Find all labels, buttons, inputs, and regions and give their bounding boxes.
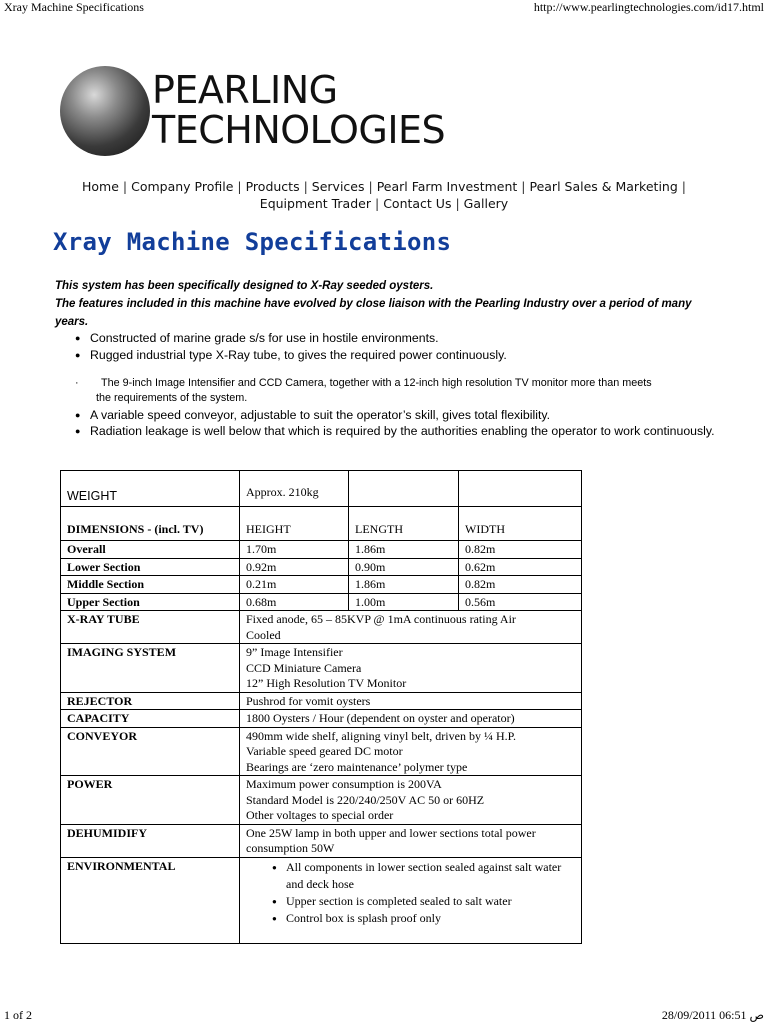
page-title: Xray Machine Specifications	[53, 228, 452, 256]
conveyor-label: CONVEYOR	[61, 727, 240, 776]
table-row-rejector	[61, 692, 582, 710]
feature-item-imaging	[75, 376, 715, 406]
table-row	[61, 541, 582, 559]
imaging-label: IMAGING SYSTEM	[61, 644, 240, 693]
table-row-xray-tube	[61, 611, 582, 644]
imaging-line: 9” Image Intensifier	[246, 645, 343, 659]
table-row	[61, 576, 582, 594]
conveyor-line: Bearings are ‘zero maintenance’ polymer type	[246, 759, 468, 774]
dim-row-label: Overall	[61, 541, 240, 559]
table-row	[61, 593, 582, 611]
weight-label: WEIGHT	[61, 471, 240, 507]
feature-list	[75, 330, 715, 364]
nav-link-company-profile[interactable]: Company Profile	[131, 179, 234, 194]
dim-cell: 1.00m	[349, 593, 459, 611]
company-logo-text	[152, 70, 445, 150]
nav-link-products[interactable]: Products	[245, 179, 300, 194]
dim-row-label: Upper Section	[61, 593, 240, 611]
table-row-imaging	[61, 644, 582, 693]
feature-item: ● Constructed of marine grade s/s for use in hostile environments.	[75, 330, 715, 347]
table-row	[61, 558, 582, 576]
dim-header-width: WIDTH	[459, 507, 582, 541]
dim-header-height: HEIGHT	[240, 507, 349, 541]
capacity-label: CAPACITY	[61, 710, 240, 728]
table-row-dimensions	[61, 507, 582, 541]
table-row-power	[61, 776, 582, 825]
spec-table	[60, 470, 582, 944]
nav-link-home[interactable]: Home	[82, 179, 119, 194]
xray-tube-line: Fixed anode, 65 – 85KVP @ 1mA continuous rating Air	[246, 612, 516, 626]
conveyor-line: 490mm wide shelf, aligning vinyl belt, driven by ¼ H.P.	[246, 728, 516, 743]
environmental-list	[246, 859, 575, 927]
table-row-weight	[61, 471, 582, 507]
bullet-dot: ·	[75, 377, 79, 389]
power-line: Standard Model is 220/240/250V AC 50 or 60HZ	[246, 792, 485, 807]
logo-line-2: TECHNOLOGIES	[152, 108, 446, 152]
dehumidify-line: consumption 50W	[246, 841, 335, 855]
xray-tube-value	[240, 611, 582, 644]
dim-cell: 1.86m	[349, 576, 459, 594]
dim-cell: 0.82m	[459, 541, 582, 559]
feature-item: ● Rugged industrial type X-Ray tube, to gives the required power continuously.	[75, 347, 715, 364]
environmental-item: ● All components in lower section sealed against salt water and deck hose	[246, 859, 575, 893]
nav-link-services[interactable]: Services	[311, 179, 365, 194]
weight-value: Approx. 210kg	[240, 471, 349, 507]
empty-cell	[459, 471, 582, 507]
dim-cell: 0.62m	[459, 558, 582, 576]
dim-cell: 0.90m	[349, 558, 459, 576]
print-footer-page: 1 of 2	[4, 1008, 32, 1022]
nav-link-equipment-trader[interactable]: Equipment Trader	[259, 196, 371, 211]
dim-cell: 1.86m	[349, 541, 459, 559]
power-value	[240, 776, 582, 825]
imaging-line: 12” High Resolution TV Monitor	[246, 676, 407, 690]
conveyor-value	[240, 727, 582, 776]
feature-line-2: the requirements of the system.	[96, 392, 248, 404]
table-row-conveyor	[61, 727, 582, 776]
intro-text	[55, 277, 715, 331]
power-label: POWER	[61, 776, 240, 825]
table-row-environmental	[61, 857, 582, 943]
dehumidify-line: One 25W lamp in both upper and lower sections total power	[246, 825, 536, 840]
imaging-value	[240, 644, 582, 693]
print-header-url: http://www.pearlingtechnologies.com/id17.html	[533, 0, 764, 14]
power-line: Maximum power consumption is 200VA	[246, 777, 442, 791]
power-line: Other voltages to special order	[246, 808, 394, 822]
dim-cell: 0.82m	[459, 576, 582, 594]
feature-line-1: The 9-inch Image Intensifier and CCD Camera, together with a 12-inch high resolution TV monitor more than meets	[101, 377, 652, 389]
environmental-item: ● Upper section is completed sealed to salt water	[246, 893, 575, 910]
imaging-line: CCD Miniature Camera	[246, 660, 362, 675]
logo-line-1: PEARLING	[152, 68, 338, 112]
dimensions-label: DIMENSIONS - (incl. TV)	[61, 507, 240, 541]
dehumidify-value	[240, 824, 582, 857]
main-navigation: Home | Company Profile | Products | Services | Pearl Farm Investment | Pearl Sales & Marketing | Equipment Trader | Contact Us | Gallery	[82, 179, 686, 211]
dim-cell: 0.21m	[240, 576, 349, 594]
print-footer-datetime: 28/09/2011 06:51 ص	[661, 1008, 764, 1022]
feature-item: ● A variable speed conveyor, adjustable to suit the operator’s skill, gives total flexibility.	[75, 407, 715, 423]
intro-line-1: This system has been specifically designed to X-Ray seeded oysters.	[55, 280, 434, 292]
xray-tube-line: Cooled	[246, 627, 281, 642]
dim-cell: 0.92m	[240, 558, 349, 576]
nav-link-contact-us[interactable]: Contact Us	[383, 196, 452, 211]
conveyor-line: Variable speed geared DC motor	[246, 744, 403, 758]
xray-tube-label: X-RAY TUBE	[61, 611, 240, 644]
environmental-item: ● Control box is splash proof only	[246, 910, 575, 927]
print-header-title: Xray Machine Specifications	[4, 0, 144, 14]
nav-link-gallery[interactable]: Gallery	[463, 196, 509, 211]
table-row-capacity	[61, 710, 582, 728]
table-row-dehumidify	[61, 824, 582, 857]
capacity-value: 1800 Oysters / Hour (dependent on oyster and operator)	[240, 710, 582, 728]
rejector-value: Pushrod for vomit oysters	[240, 692, 582, 710]
nav-link-pearl-farm-investment[interactable]: Pearl Farm Investment	[376, 179, 518, 194]
rejector-label: REJECTOR	[61, 692, 240, 710]
dim-cell: 0.68m	[240, 593, 349, 611]
intro-line-2: The features included in this machine have evolved by close liaison with the Pearling Industry over a period of many years.	[55, 298, 692, 328]
feature-list-2	[75, 407, 715, 439]
dehumidify-label: DEHUMIDIFY	[61, 824, 240, 857]
pearl-logo-icon	[60, 66, 150, 156]
dim-cell: 1.70m	[240, 541, 349, 559]
dim-header-length: LENGTH	[349, 507, 459, 541]
dim-row-label: Lower Section	[61, 558, 240, 576]
dim-cell: 0.56m	[459, 593, 582, 611]
dim-row-label: Middle Section	[61, 576, 240, 594]
environmental-value	[240, 857, 582, 943]
feature-item: ● Radiation leakage is well below that which is required by the authorities enabling the operator to work continuously.	[75, 423, 715, 439]
nav-link-pearl-sales-marketing[interactable]: Pearl Sales & Marketing	[529, 179, 678, 194]
environmental-label: ENVIRONMENTAL	[61, 857, 240, 943]
empty-cell	[349, 471, 459, 507]
